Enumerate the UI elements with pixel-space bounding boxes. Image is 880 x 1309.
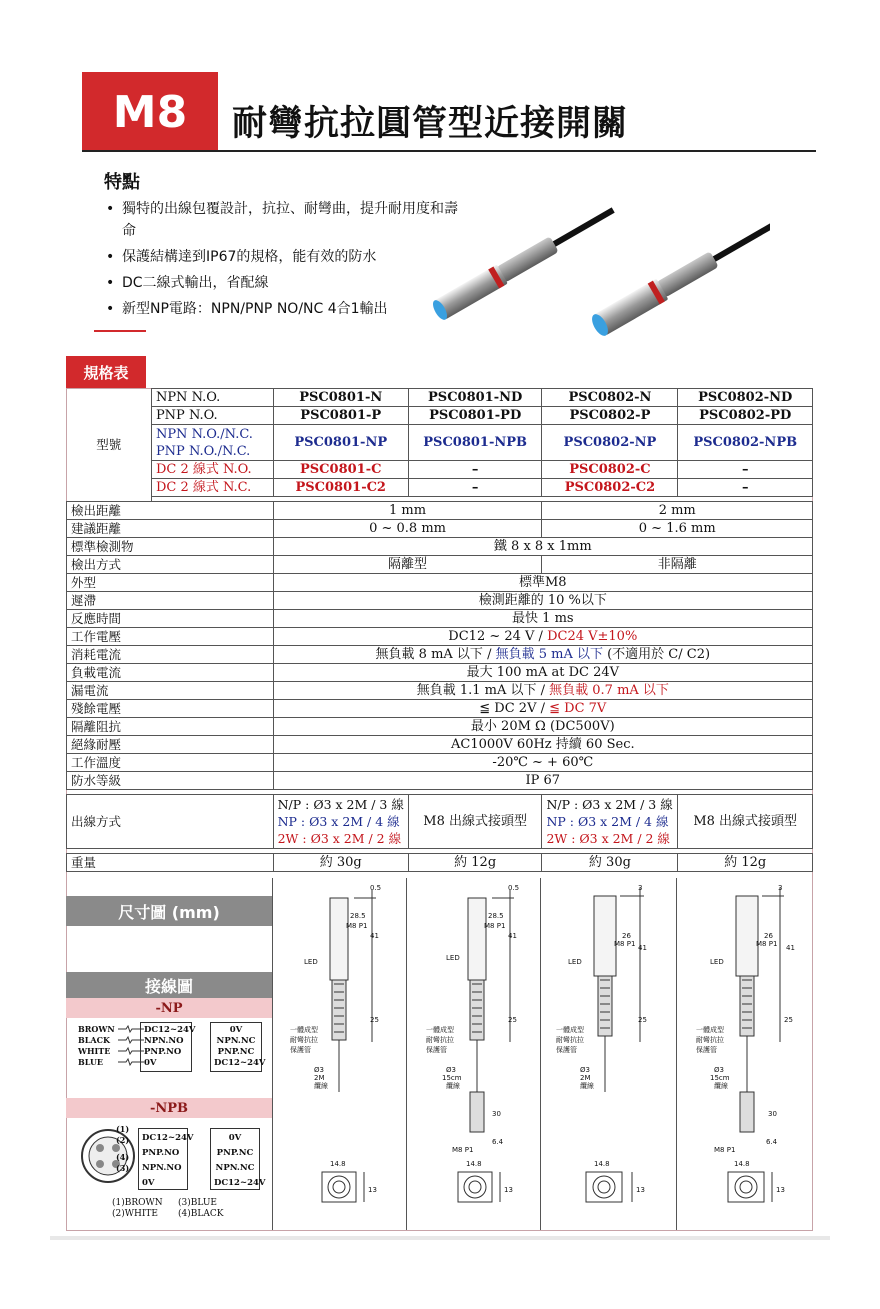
model-type: NPN N.O. bbox=[151, 389, 273, 407]
spec-row bbox=[67, 592, 813, 610]
spec-value: 約 30g bbox=[273, 854, 408, 872]
svg-text:耐彎抗拉: 耐彎抗拉 bbox=[426, 1036, 454, 1044]
spec-label: 殘餘電壓 bbox=[67, 700, 274, 718]
model-code: PSC0802-NPB bbox=[678, 425, 813, 461]
svg-text:保護管: 保護管 bbox=[426, 1046, 447, 1054]
spec-value: 鐵 8 x 8 x 1mm bbox=[273, 538, 812, 556]
spec-row bbox=[67, 682, 813, 700]
svg-text:保護管: 保護管 bbox=[696, 1046, 717, 1054]
model-row bbox=[67, 407, 813, 425]
spec-label: 防水等級 bbox=[67, 772, 274, 790]
spec-label: 負載電流 bbox=[67, 664, 274, 682]
svg-text:纜線: 纜線 bbox=[580, 1082, 594, 1090]
spec-row bbox=[67, 854, 813, 872]
spec-label: 檢出距離 bbox=[67, 502, 274, 520]
section-divider bbox=[676, 878, 677, 1230]
np-wire-lines bbox=[118, 1024, 144, 1070]
spec-row bbox=[67, 628, 813, 646]
dimension-drawing-0801-connector bbox=[412, 882, 536, 1228]
npb-terminal-right: 0V PNP.NC NPN.NC DC12~24V bbox=[210, 1128, 260, 1190]
model-code: PSC0802-ND bbox=[678, 389, 813, 407]
spec-label: 標準檢測物 bbox=[67, 538, 274, 556]
svg-text:M8 P1: M8 P1 bbox=[756, 940, 778, 948]
features-title: 特點 bbox=[104, 172, 140, 193]
model-code: – bbox=[678, 479, 813, 497]
model-code: PSC0802-P bbox=[542, 407, 678, 425]
dimension-drawing-0802-connector bbox=[682, 882, 810, 1228]
spec-value: ≦ DC 2V / ≦ DC 7V bbox=[273, 700, 812, 718]
svg-text:2M: 2M bbox=[314, 1074, 325, 1082]
spec-label: 消耗電流 bbox=[67, 646, 274, 664]
spec-row bbox=[67, 700, 813, 718]
svg-text:M8 P1: M8 P1 bbox=[346, 922, 368, 930]
spec-row bbox=[67, 718, 813, 736]
spec-row bbox=[67, 610, 813, 628]
series-badge: M8 bbox=[82, 72, 218, 152]
spec-value: 最大 100 mA at DC 24V bbox=[273, 664, 812, 682]
model-label: 型號 bbox=[67, 389, 152, 502]
spec-value: 1 mm bbox=[273, 502, 542, 520]
dimension-drawing-0801-wire bbox=[284, 882, 400, 1228]
model-code: PSC0801-NPB bbox=[408, 425, 542, 461]
spec-label: 建議距離 bbox=[67, 520, 274, 538]
svg-text:41: 41 bbox=[786, 944, 795, 952]
svg-text:保護管: 保護管 bbox=[556, 1046, 577, 1054]
model-type: DC 2 線式 N.O. bbox=[151, 461, 273, 479]
page-title: 耐彎抗拉圓管型近接開關 bbox=[232, 104, 629, 144]
m8-connector-icon bbox=[78, 1124, 142, 1190]
svg-text:15cm: 15cm bbox=[710, 1074, 730, 1082]
svg-text:耐彎抗拉: 耐彎抗拉 bbox=[290, 1036, 318, 1044]
spec-row bbox=[67, 520, 813, 538]
svg-text:41: 41 bbox=[508, 932, 517, 940]
spec-row bbox=[67, 795, 813, 849]
spec-value: 隔離型 bbox=[273, 556, 542, 574]
features-underline bbox=[94, 330, 146, 332]
svg-text:30: 30 bbox=[768, 1110, 777, 1118]
npb-terminal-left: DC12~24V PNP.NO NPN.NO 0V bbox=[138, 1128, 188, 1190]
svg-text:M8 P1: M8 P1 bbox=[484, 922, 506, 930]
svg-text:26: 26 bbox=[764, 932, 773, 940]
model-code: PSC0802-NP bbox=[542, 425, 678, 461]
svg-text:13: 13 bbox=[776, 1186, 785, 1194]
model-code: PSC0801-PD bbox=[408, 407, 542, 425]
svg-text:Ø3: Ø3 bbox=[446, 1066, 456, 1074]
spec-label: 工作電壓 bbox=[67, 628, 274, 646]
spec-row bbox=[67, 574, 813, 592]
header-divider bbox=[82, 150, 816, 152]
model-type: DC 2 線式 N.C. bbox=[151, 479, 273, 497]
svg-text:M8 P1: M8 P1 bbox=[452, 1146, 474, 1154]
svg-text:6.4: 6.4 bbox=[492, 1138, 504, 1146]
svg-text:LED: LED bbox=[446, 954, 460, 962]
svg-text:41: 41 bbox=[370, 932, 379, 940]
spec-table bbox=[66, 388, 813, 872]
spec-row bbox=[67, 736, 813, 754]
product-photo bbox=[410, 180, 770, 360]
svg-text:41: 41 bbox=[638, 944, 647, 952]
sensor-image-right bbox=[589, 215, 770, 339]
svg-text:一體成型: 一體成型 bbox=[426, 1026, 454, 1034]
model-code: PSC0801-C2 bbox=[273, 479, 408, 497]
spec-value: 2 mm bbox=[542, 502, 813, 520]
spec-label: 重量 bbox=[67, 854, 274, 872]
spec-value: 0 ~ 0.8 mm bbox=[273, 520, 542, 538]
spec-label: 出線方式 bbox=[67, 795, 274, 849]
page-footer-bar bbox=[50, 1236, 830, 1240]
svg-text:一體成型: 一體成型 bbox=[556, 1026, 584, 1034]
spec-label: 反應時間 bbox=[67, 610, 274, 628]
npb-legend: (3)BLUE (4)BLACK bbox=[178, 1198, 224, 1219]
spec-label: 隔離阻抗 bbox=[67, 718, 274, 736]
svg-text:纜線: 纜線 bbox=[714, 1082, 728, 1090]
spec-value: -20℃ ~ + 60℃ bbox=[273, 754, 812, 772]
spec-value: 非隔離 bbox=[542, 556, 813, 574]
svg-text:Ø3: Ø3 bbox=[714, 1066, 724, 1074]
svg-text:纜線: 纜線 bbox=[314, 1082, 328, 1090]
feature-item: • 新型NP電路：NPN/PNP NO/NC 4合1輸出 bbox=[104, 298, 464, 320]
model-row bbox=[67, 479, 813, 497]
svg-text:26: 26 bbox=[622, 932, 631, 940]
svg-text:0.5: 0.5 bbox=[370, 884, 382, 892]
spec-value: 最快 1 ms bbox=[273, 610, 812, 628]
svg-text:13: 13 bbox=[636, 1186, 645, 1194]
section-divider bbox=[406, 878, 407, 1230]
section-divider bbox=[540, 878, 541, 1230]
model-code: PSC0801-N bbox=[273, 389, 408, 407]
model-code: PSC0801-NP bbox=[273, 425, 408, 461]
svg-text:28.5: 28.5 bbox=[488, 912, 504, 920]
spec-value: 約 12g bbox=[408, 854, 542, 872]
model-code: – bbox=[408, 479, 542, 497]
svg-text:Ø3: Ø3 bbox=[314, 1066, 324, 1074]
svg-text:14.8: 14.8 bbox=[734, 1160, 750, 1168]
model-code: PSC0801-P bbox=[273, 407, 408, 425]
np-terminal-right: 0V NPN.NC PNP.NC DC12~24V bbox=[210, 1022, 262, 1072]
feature-item: • DC二線式輸出，省配線 bbox=[104, 272, 464, 294]
model-code: PSC0802-N bbox=[542, 389, 678, 407]
svg-text:LED: LED bbox=[710, 958, 724, 966]
spec-value: 約 12g bbox=[678, 854, 813, 872]
model-code: – bbox=[408, 461, 542, 479]
wiring-title: 接線圖 bbox=[66, 972, 272, 998]
svg-text:0.5: 0.5 bbox=[508, 884, 520, 892]
svg-text:一體成型: 一體成型 bbox=[290, 1026, 318, 1034]
model-row bbox=[67, 461, 813, 479]
dimension-drawing-0802-wire bbox=[548, 882, 672, 1228]
model-code: PSC0801-ND bbox=[408, 389, 542, 407]
model-code: PSC0801-C bbox=[273, 461, 408, 479]
model-code: PSC0802-PD bbox=[678, 407, 813, 425]
spec-row bbox=[67, 556, 813, 574]
spec-value: M8 出線式接頭型 bbox=[408, 795, 542, 849]
model-type: PNP N.O. bbox=[151, 407, 273, 425]
svg-text:LED: LED bbox=[568, 958, 582, 966]
npb-legend: (1)BROWN (2)WHITE bbox=[112, 1198, 163, 1219]
spec-value: 0 ~ 1.6 mm bbox=[542, 520, 813, 538]
spec-value: N/P : Ø3 x 2M / 3 線 NP : Ø3 x 2M / 4 線 2W : Ø3 x 2M / 2 線 bbox=[273, 795, 408, 849]
feature-item: • 獨特的出線包覆設計，抗拉、耐彎曲，提升耐用度和壽命 bbox=[104, 198, 464, 242]
spec-row bbox=[67, 754, 813, 772]
np-terminal-left: DC12~24V NPN.NO PNP.NO 0V bbox=[140, 1022, 192, 1072]
svg-text:LED: LED bbox=[304, 958, 318, 966]
spec-value: 無負載 8 mA 以下 / 無負載 5 mA 以下 (不適用於 C/ C2) bbox=[273, 646, 812, 664]
svg-text:30: 30 bbox=[492, 1110, 501, 1118]
sensor-image-left bbox=[430, 200, 619, 322]
svg-text:M8 P1: M8 P1 bbox=[714, 1146, 736, 1154]
dimension-title: 尺寸圖 (mm) bbox=[66, 896, 272, 926]
spec-label: 遲滯 bbox=[67, 592, 274, 610]
svg-text:Ø3: Ø3 bbox=[580, 1066, 590, 1074]
model-row bbox=[67, 425, 813, 461]
svg-text:25: 25 bbox=[784, 1016, 793, 1024]
spec-label: 工作溫度 bbox=[67, 754, 274, 772]
spec-label: 絕緣耐壓 bbox=[67, 736, 274, 754]
npb-title: -NPB bbox=[66, 1098, 272, 1118]
svg-text:耐彎抗拉: 耐彎抗拉 bbox=[556, 1036, 584, 1044]
svg-text:14.8: 14.8 bbox=[594, 1160, 610, 1168]
spec-tab: 規格表 bbox=[66, 356, 146, 388]
svg-text:14.8: 14.8 bbox=[330, 1160, 346, 1168]
svg-text:M8 P1: M8 P1 bbox=[614, 940, 636, 948]
np-title: -NP bbox=[66, 998, 272, 1018]
spec-value: DC12 ~ 24 V / DC24 V±10% bbox=[273, 628, 812, 646]
spec-value: 無負載 1.1 mA 以下 / 無負載 0.7 mA 以下 bbox=[273, 682, 812, 700]
spec-label: 檢出方式 bbox=[67, 556, 274, 574]
spec-value: 標準M8 bbox=[273, 574, 812, 592]
spec-row bbox=[67, 646, 813, 664]
svg-text:6.4: 6.4 bbox=[766, 1138, 778, 1146]
spec-value: 最小 20M Ω (DC500V) bbox=[273, 718, 812, 736]
svg-text:保護管: 保護管 bbox=[290, 1046, 311, 1054]
svg-text:3: 3 bbox=[778, 884, 783, 892]
npb-pin-labels: (1) (2) (4) (3) bbox=[116, 1124, 130, 1173]
spec-value: M8 出線式接頭型 bbox=[678, 795, 813, 849]
svg-text:耐彎抗拉: 耐彎抗拉 bbox=[696, 1036, 724, 1044]
svg-text:一體成型: 一體成型 bbox=[696, 1026, 724, 1034]
svg-text:25: 25 bbox=[370, 1016, 379, 1024]
spec-value: N/P : Ø3 x 2M / 3 線 NP : Ø3 x 2M / 4 線 2W : Ø3 x 2M / 2 線 bbox=[542, 795, 678, 849]
model-code: PSC0802-C2 bbox=[542, 479, 678, 497]
model-code: – bbox=[678, 461, 813, 479]
spec-row bbox=[67, 538, 813, 556]
svg-text:28.5: 28.5 bbox=[350, 912, 366, 920]
model-row bbox=[67, 389, 813, 407]
np-wire-colors: BROWN BLACK WHITE BLUE bbox=[78, 1024, 115, 1067]
spec-value: 約 30g bbox=[542, 854, 678, 872]
svg-text:15cm: 15cm bbox=[442, 1074, 462, 1082]
svg-text:13: 13 bbox=[504, 1186, 513, 1194]
spec-value: AC1000V 60Hz 持續 60 Sec. bbox=[273, 736, 812, 754]
svg-text:14.8: 14.8 bbox=[466, 1160, 482, 1168]
svg-text:2M: 2M bbox=[580, 1074, 591, 1082]
model-code: PSC0802-C bbox=[542, 461, 678, 479]
svg-text:纜線: 纜線 bbox=[446, 1082, 460, 1090]
spec-value: 檢測距離的 10 %以下 bbox=[273, 592, 812, 610]
svg-text:25: 25 bbox=[508, 1016, 517, 1024]
spec-value: IP 67 bbox=[273, 772, 812, 790]
spec-label: 漏電流 bbox=[67, 682, 274, 700]
feature-item: • 保護結構達到IP67的規格，能有效的防水 bbox=[104, 246, 464, 268]
spec-row bbox=[67, 772, 813, 790]
model-type: NPN N.O./N.C. PNP N.O./N.C. bbox=[151, 425, 273, 461]
spec-label: 外型 bbox=[67, 574, 274, 592]
spec-row bbox=[67, 664, 813, 682]
svg-text:3: 3 bbox=[638, 884, 643, 892]
section-divider bbox=[272, 878, 273, 1230]
spec-row bbox=[67, 502, 813, 520]
svg-text:25: 25 bbox=[638, 1016, 647, 1024]
svg-text:13: 13 bbox=[368, 1186, 377, 1194]
